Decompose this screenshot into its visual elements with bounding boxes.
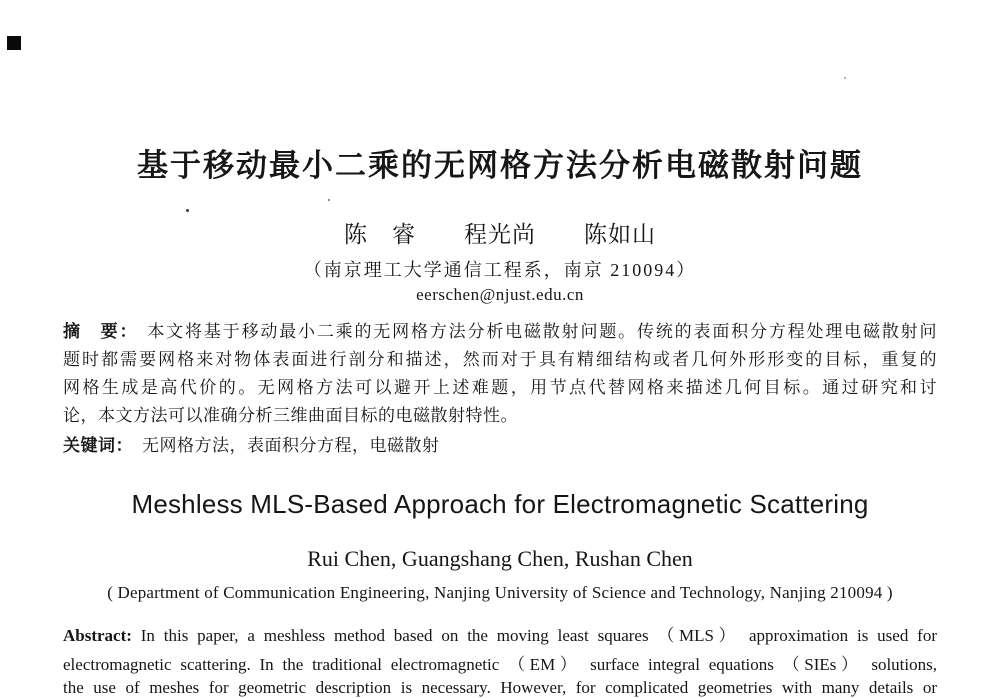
scan-speck	[186, 209, 189, 212]
abstract-zh-label: 摘 要：	[63, 322, 139, 341]
paper-title-zh: 基于移动最小二乘的无网格方法分析电磁散射问题	[137, 148, 863, 183]
abstract-zh-line-3: 网格生成是高代价的。无网格方法可以避开上述难题，用节点代替网格来描述几何目标。通过研究和讨	[63, 378, 937, 397]
abstract-zh-line-4: 论，本文方法可以准确分析三维曲面目标的电磁散射特性。	[63, 406, 518, 425]
scan-speck	[328, 199, 330, 201]
scan-speck	[844, 77, 846, 79]
abstract-zh-text-1: 本文将基于移动最小二乘的无网格方法分析电磁散射问题。传统的表面积分方程处理电磁散射问	[147, 322, 938, 341]
scan-artifact-square	[7, 36, 21, 50]
abstract-en-line-2: electromagnetic scattering. In the traditional electromagnetic （EM） surface integral equations （SIEs） solutions,	[63, 655, 937, 674]
authors-zh: 陈 睿 程光尚 陈如山	[344, 222, 656, 247]
authors-en: Rui Chen, Guangshang Chen, Rushan Chen	[307, 546, 693, 571]
abstract-zh-line-1	[63, 322, 937, 342]
email-address: eerschen@njust.edu.cn	[416, 285, 584, 304]
abstract-en-line-1	[63, 626, 937, 646]
abstract-en-line-3-clipped: the use of meshes for geometric description is necessary. However, for complicated geometries with many details or	[63, 678, 937, 697]
affiliation-en: ( Department of Communication Engineering, Nanjing University of Science and Technology, Nanjing 210094 )	[107, 583, 893, 602]
abstract-zh-line-2: 题时都需要网格来对物体表面进行剖分和描述，然而对于具有精细结构或者几何外形形变的目标，重复的	[63, 350, 937, 369]
affiliation-zh: （南京理工大学通信工程系，南京 210094）	[303, 260, 697, 280]
keywords-text: 无网格方法，表面积分方程，电磁散射	[142, 436, 440, 455]
abstract-en-text-1: In this paper, a meshless method based on the moving least squares （MLS） approximation is used for	[140, 626, 937, 645]
keywords-label: 关键词：	[63, 436, 133, 455]
paper-title-en: Meshless MLS-Based Approach for Electromagnetic Scattering	[131, 489, 869, 519]
keywords-line	[63, 436, 937, 456]
abstract-en-label: Abstract:	[63, 626, 132, 645]
